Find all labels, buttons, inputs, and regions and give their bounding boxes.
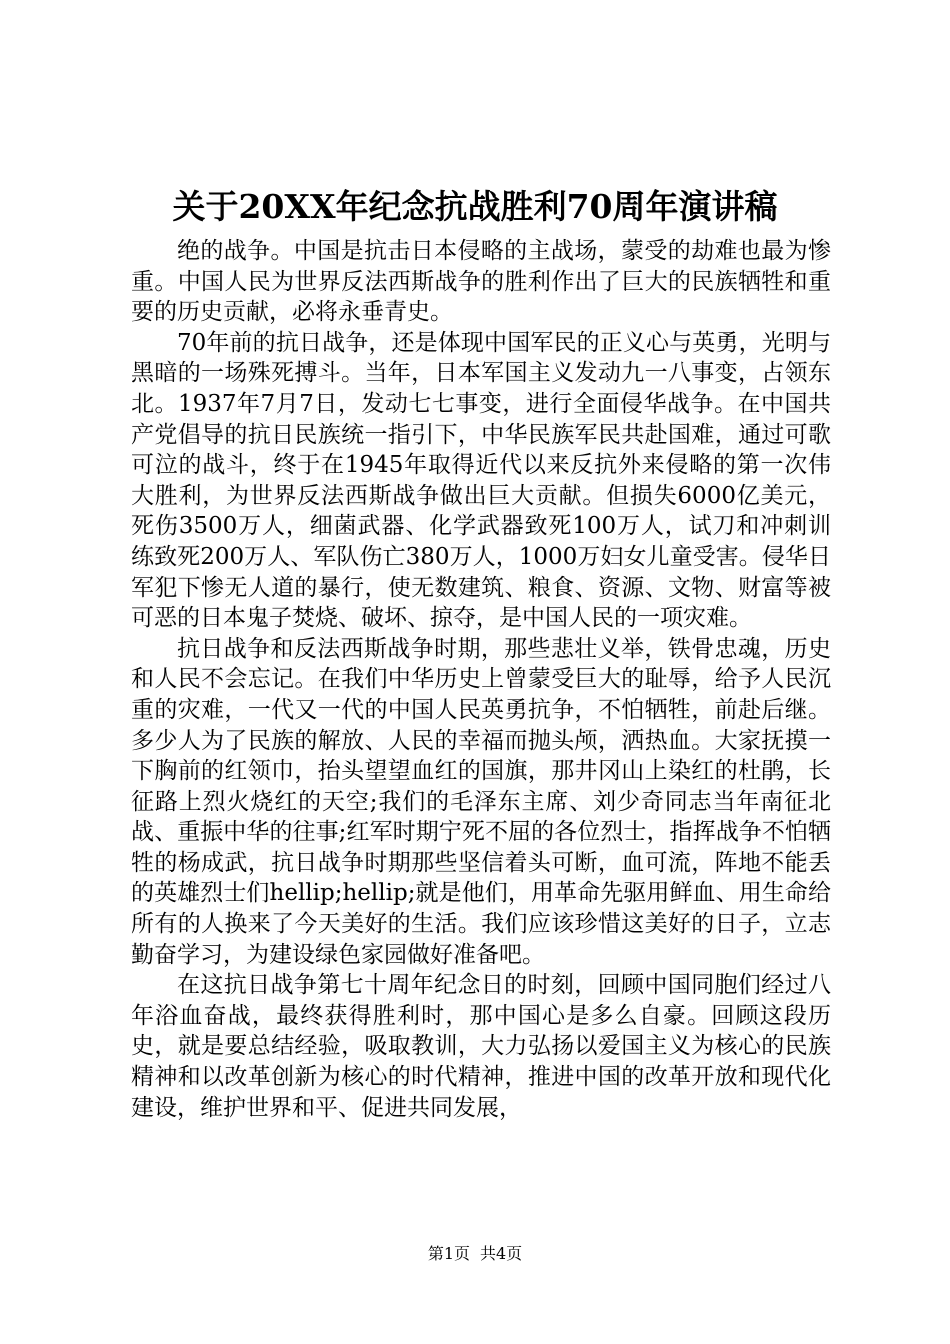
page-footer	[0, 1243, 950, 1265]
paragraph-4: 在这抗日战争第七十周年纪念日的时刻，回顾中国同胞们经过八年浴血奋战，最终获得胜利时，那中国心是多么自豪。回顾这段历史，就是要总结经验，吸取教训，大力弘扬以爱国主义为核心的民族精神和以改革创新为核心的时代精神，推进中国的改革开放和现代化建设，维护世界和平、促进共同发展，	[131, 972, 831, 1121]
document-body	[131, 236, 831, 1123]
total-pages: 共4页	[480, 1244, 523, 1263]
page-number: 第1页	[427, 1244, 470, 1263]
paragraph-3: 抗日战争和反法西斯战争时期，那些悲壮义举，铁骨忠魂，历史和人民不会忘记。在我们中华历史上曾蒙受巨大的耻辱，给予人民沉重的灾难，一代又一代的中国人民英勇抗争，不怕牺牲，前赴后继。多少人为了民族的解放、人民的幸福而抛头颅，洒热血。大家抚摸一下胸前的红领巾，抬头望望血红的国旗，那井冈山上染红的杜鹃，长征路上烈火烧红的天空;我们的毛泽东主席、刘少奇同志当年南征北战、重振中华的往事;红军时期宁死不屈的各位烈士，指挥战争不怕牺牲的杨成武，抗日战争时期那些坚信着头可断，血可流，阵地不能丢的英雄烈士们hellip;hellip;就是他们，用革命先驱用鲜血、用生命给所有的人换来了今天美好的生活。我们应该珍惜这美好的日子，立志勤奋学习，为建设绿色家园做好准备吧。	[131, 635, 831, 968]
paragraph-1: 绝的战争。中国是抗击日本侵略的主战场，蒙受的劫难也最为惨重。中国人民为世界反法西斯战争的胜利作出了巨大的民族牺牲和重要的历史贡献，必将永垂青史。	[131, 238, 831, 326]
document-title: 关于20XX年纪念抗战胜利70周年演讲稿	[172, 187, 778, 226]
paragraph-2: 70年前的抗日战争，还是体现中国军民的正义心与英勇，光明与黑暗的一场殊死搏斗。当年，日本军国主义发动九一八事变，占领东北。1937年7月7日，发动七七事变，进行全面侵华战争。在中国共产党倡导的抗日民族统一指引下，中华民族军民共赴国难，通过可歌可泣的战斗，终于在1945年取得近代以来反抗外来侵略的第一次伟大胜利，为世界反法西斯战争做出巨大贡献。但损失6000亿美元，死伤3500万人，细菌武器、化学武器致死100万人，试刀和冲刺训练致死200万人、军队伤亡380万人，1000万妇女儿童受害。侵华日军犯下惨无人道的暴行，使无数建筑、粮食、资源、文物、财富等被可恶的日本鬼子焚烧、破坏、掠夺，是中国人民的一项灾难。	[131, 329, 831, 632]
